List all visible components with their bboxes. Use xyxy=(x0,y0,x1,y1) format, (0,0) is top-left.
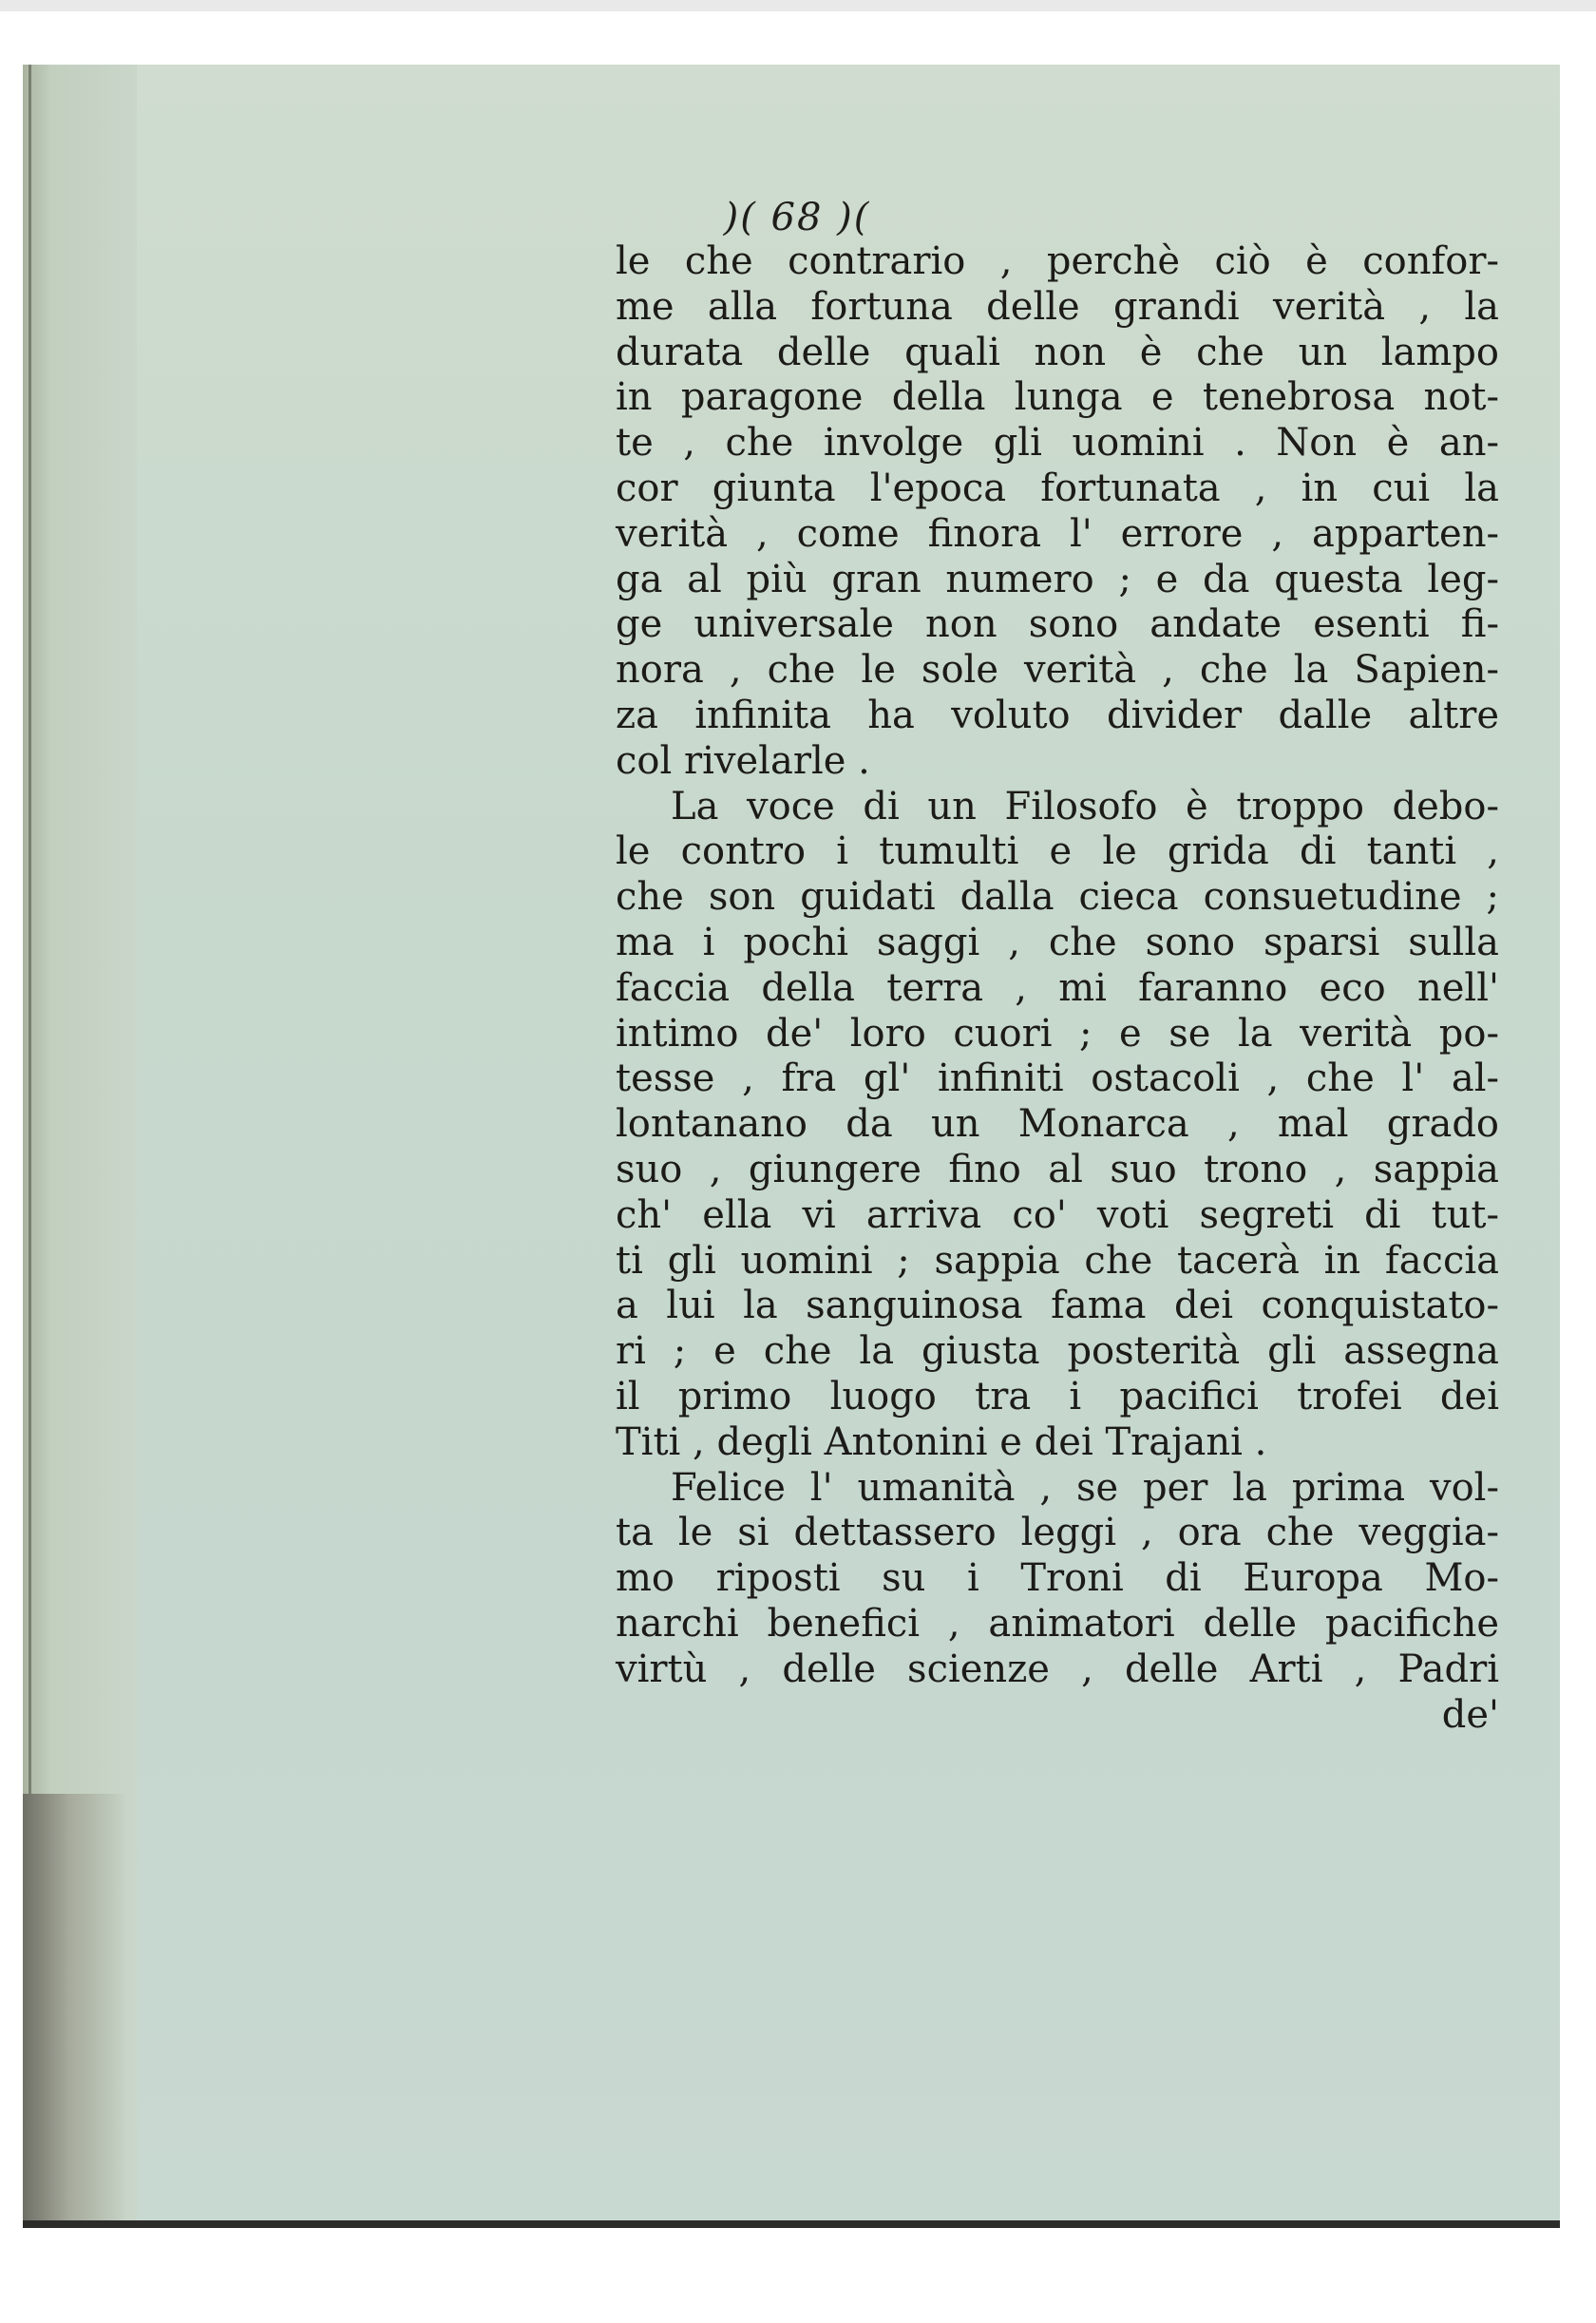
book-page xyxy=(23,65,1560,2228)
page-worn-edge xyxy=(23,1794,127,2228)
body-text xyxy=(616,239,1499,1738)
text-line: ga al più gran numero ; e da questa leg- xyxy=(616,557,1499,601)
text-line: narchi benefici , animatori delle pacifiche xyxy=(616,1601,1499,1646)
text-line: col rivelarle . xyxy=(616,738,870,783)
text-line: intimo de' loro cuori ; e se la verità po- xyxy=(616,1011,1499,1056)
catchword: de' xyxy=(1441,1692,1499,1737)
text-line: La voce di un Filosofo è troppo debo- xyxy=(671,784,1499,828)
text-line: faccia della terra , mi faranno eco nell' xyxy=(616,965,1499,1010)
text-line: tesse , fra gl' infiniti ostacoli , che l' al- xyxy=(616,1057,1499,1101)
text-line: verità , come finora l' errore , apparten- xyxy=(616,511,1499,556)
text-line: le che contrario , perchè ciò è confor- xyxy=(616,239,1499,283)
text-line: Felice l' umanità , se per la prima vol- xyxy=(671,1465,1499,1510)
text-line: za infinita ha voluto divider dalle altre xyxy=(616,693,1499,737)
text-line: il primo luogo tra i pacifici trofei dei xyxy=(616,1374,1499,1419)
page-number: )( 68 )( xyxy=(723,196,871,239)
text-line: ta le si dettassero leggi , ora che veggia- xyxy=(616,1511,1499,1555)
page-header xyxy=(23,196,1560,239)
text-line: te , che involge gli uomini . Non è an- xyxy=(616,421,1499,466)
text-line: a lui la sanguinosa fama dei conquistato- xyxy=(616,1284,1499,1328)
text-line: cor giunta l'epoca fortunata , in cui la xyxy=(616,466,1499,510)
text-line: ri ; e che la giusta posterità gli assegna xyxy=(616,1329,1499,1374)
text-line: virtù , delle scienze , delle Arti , Padri xyxy=(616,1647,1499,1691)
text-line: in paragone della lunga e tenebrosa not- xyxy=(616,375,1499,420)
text-line: ge universale non sono andate esenti fi- xyxy=(616,602,1499,647)
text-line: me alla fortuna delle grandi verità , la xyxy=(616,284,1499,329)
text-line: ma i pochi saggi , che sono sparsi sulla xyxy=(616,920,1499,964)
text-line: che son guidati dalla cieca consuetudine ; xyxy=(616,875,1499,920)
text-line: ti gli uomini ; sappia che tacerà in faccia xyxy=(616,1238,1499,1283)
text-line: nora , che le sole verità , che la Sapien- xyxy=(616,648,1499,693)
text-line: le contro i tumulti e le grida di tanti , xyxy=(616,829,1499,874)
page-bottom-edge xyxy=(23,2220,1560,2228)
text-line: ch' ella vi arriva co' voti segreti di tut- xyxy=(616,1192,1499,1237)
text-line: suo , giungere fino al suo trono , sappia xyxy=(616,1147,1499,1191)
text-line: Titi , degli Antonini e dei Trajani . xyxy=(616,1419,1267,1464)
scan-top-band xyxy=(0,0,1596,11)
text-line: mo riposti su i Troni di Europa Mo- xyxy=(616,1556,1499,1601)
text-line: lontanano da un Monarca , mal grado xyxy=(616,1102,1499,1147)
text-line: durata delle quali non è che un lampo xyxy=(616,330,1499,374)
